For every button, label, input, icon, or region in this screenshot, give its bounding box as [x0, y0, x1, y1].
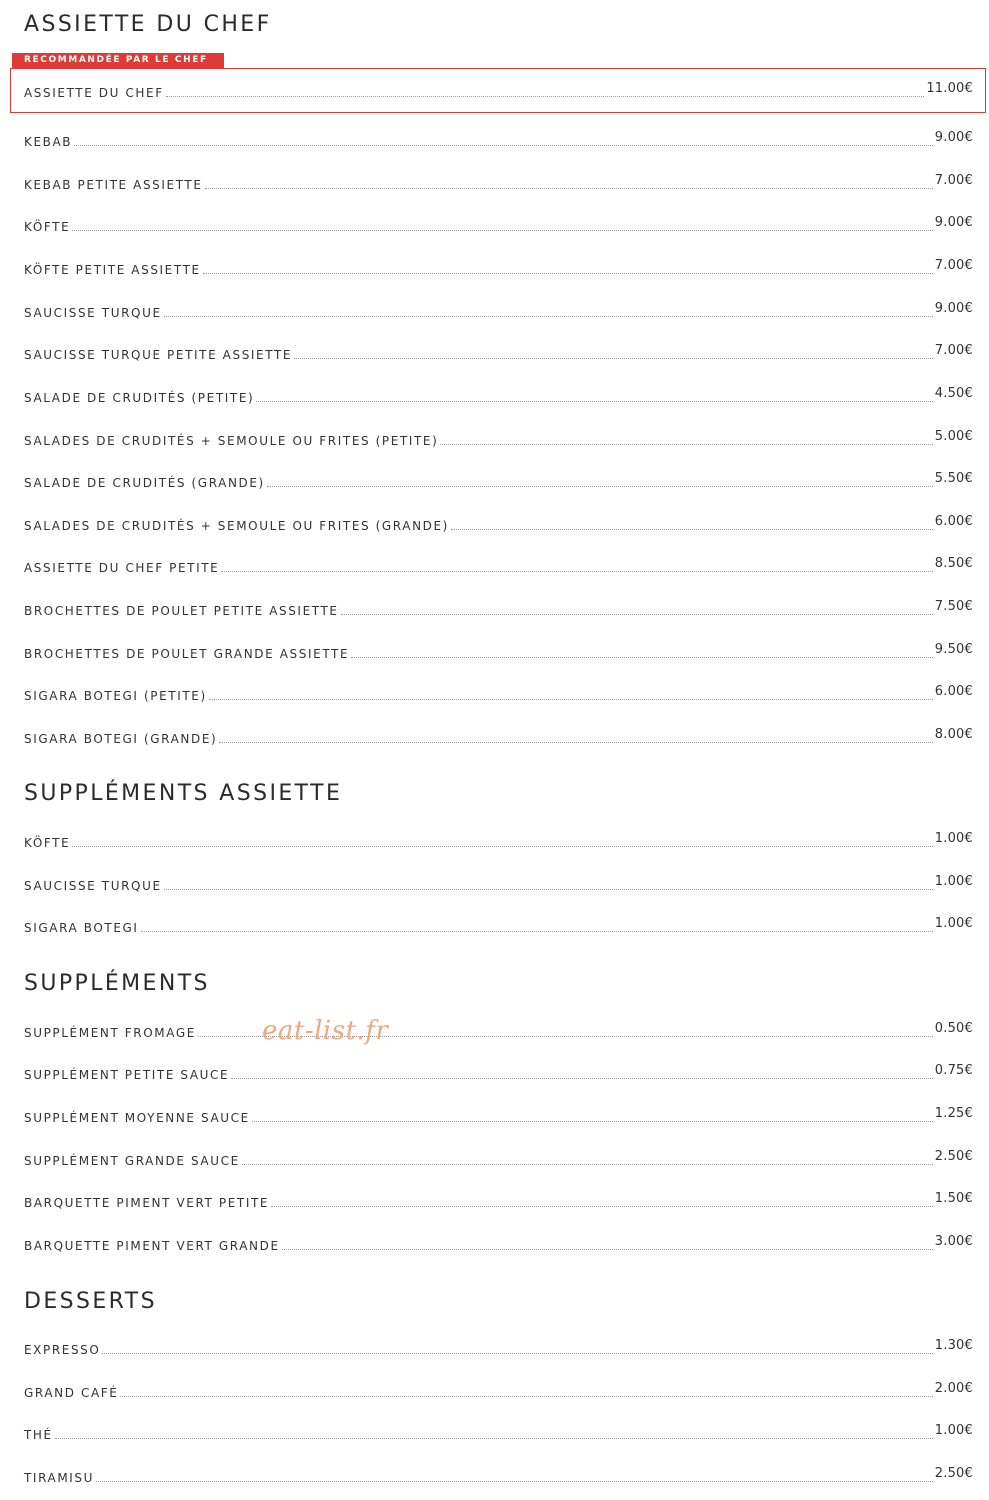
menu-item-name: BROCHETTES DE POULET GRANDE ASSIETTE — [24, 647, 350, 661]
menu-item[interactable] — [24, 914, 973, 936]
menu-item-price: 7.00€ — [934, 258, 973, 273]
menu-item[interactable] — [24, 872, 973, 894]
menu-item-name: SALADE DE CRUDITÉS (PETITE) — [24, 391, 255, 405]
menu-item-price: 2.50€ — [934, 1149, 973, 1164]
menu-item-name: SALADES DE CRUDITÉS + SEMOULE OU FRITES (GRANDE) — [24, 519, 449, 533]
dot-leader — [294, 357, 933, 359]
menu-item[interactable] — [24, 1464, 973, 1486]
menu-item-price: 1.25€ — [934, 1106, 973, 1121]
menu-item[interactable] — [24, 128, 973, 150]
menu-item-name: TIRAMISU — [24, 1471, 95, 1485]
menu-item-price: 6.00€ — [934, 514, 973, 529]
menu-item-price: 8.50€ — [934, 556, 973, 571]
menu-item[interactable] — [24, 682, 973, 704]
menu-item-price: 2.50€ — [934, 1466, 973, 1481]
menu-item-price: 4.50€ — [934, 386, 973, 401]
menu-item[interactable] — [24, 1104, 973, 1126]
menu-item[interactable] — [24, 299, 973, 321]
menu-item-name: SAUCISSE TURQUE — [24, 306, 162, 320]
menu-item[interactable] — [24, 427, 973, 449]
menu-item-name: BARQUETTE PIMENT VERT PETITE — [24, 1196, 270, 1210]
dot-leader — [231, 1077, 933, 1079]
menu-item-price: 2.00€ — [934, 1381, 973, 1396]
dot-leader — [74, 144, 933, 146]
menu-item-name: SIGARA BOTEGI (PETITE) — [24, 689, 207, 703]
section-title-desserts: DESSERTS — [24, 1289, 157, 1314]
menu-item[interactable] — [24, 256, 973, 278]
menu-item-price: 9.00€ — [934, 130, 973, 145]
menu-item[interactable] — [24, 1232, 973, 1254]
menu-item-name: KÖFTE — [24, 220, 71, 234]
menu-item-name: KÖFTE — [24, 836, 71, 850]
menu-item[interactable] — [24, 213, 973, 235]
section-title-supplements-assiette: SUPPLÉMENTS ASSIETTE — [24, 781, 343, 806]
menu-item-name: EXPRESSO — [24, 1343, 101, 1357]
menu-item-price: 7.00€ — [934, 343, 973, 358]
dot-leader — [55, 1437, 933, 1439]
menu-item-price: 1.00€ — [934, 831, 973, 846]
menu-item-price: 1.00€ — [934, 874, 973, 889]
menu-item-name: ASSIETTE DU CHEF PETITE — [24, 561, 220, 575]
dot-leader — [256, 400, 933, 402]
dot-leader — [209, 698, 933, 700]
dot-leader — [203, 272, 933, 274]
menu-item-name: BARQUETTE PIMENT VERT GRANDE — [24, 1239, 280, 1253]
menu-item-name: SUPPLÉMENT PETITE SAUCE — [24, 1068, 230, 1082]
menu-item-price: 5.00€ — [934, 429, 973, 444]
menu-item-price: 7.00€ — [934, 173, 973, 188]
section-title-supplements: SUPPLÉMENTS — [24, 971, 210, 996]
menu-item-price: 6.00€ — [934, 684, 973, 699]
dot-leader — [341, 613, 933, 615]
menu-item-price: 1.00€ — [934, 916, 973, 931]
menu-item[interactable] — [24, 384, 973, 406]
menu-item-name: ASSIETTE DU CHEF — [24, 86, 164, 100]
section-title-assiette-du-chef: ASSIETTE DU CHEF — [24, 12, 272, 37]
chef-recommended-badge: RECOMMANDÉE PAR LE CHEF — [12, 53, 224, 68]
menu-item[interactable] — [24, 469, 973, 491]
menu-item[interactable] — [24, 554, 973, 576]
menu-item-price: 9.50€ — [934, 642, 973, 657]
menu-item-price: 9.00€ — [934, 301, 973, 316]
dot-leader — [141, 930, 933, 932]
menu-item-price: 3.00€ — [934, 1234, 973, 1249]
menu-item[interactable] — [24, 79, 973, 101]
menu-item-name: SAUCISSE TURQUE PETITE ASSIETTE — [24, 348, 293, 362]
menu-item-price: 0.75€ — [934, 1063, 973, 1078]
dot-leader — [102, 1352, 932, 1354]
dot-leader — [166, 95, 925, 97]
dot-leader — [267, 485, 933, 487]
dot-leader — [351, 656, 933, 658]
menu-item-price: 1.30€ — [934, 1338, 973, 1353]
menu-item-name: SUPPLÉMENT MOYENNE SAUCE — [24, 1111, 250, 1125]
dot-leader — [282, 1248, 933, 1250]
menu-item-name: SAUCISSE TURQUE — [24, 879, 162, 893]
dot-leader — [242, 1163, 933, 1165]
menu-item-name: THÉ — [24, 1428, 53, 1442]
menu-item-price: 9.00€ — [934, 215, 973, 230]
menu-item-price: 0.50€ — [934, 1021, 973, 1036]
menu-item[interactable] — [24, 1147, 973, 1169]
menu-item-name: SIGARA BOTEGI (GRANDE) — [24, 732, 218, 746]
dot-leader — [72, 229, 933, 231]
dot-leader — [120, 1395, 932, 1397]
menu-item[interactable] — [24, 1379, 973, 1401]
menu-item-name: SALADES DE CRUDITÉS + SEMOULE OU FRITES (PETITE) — [24, 434, 439, 448]
menu-item[interactable] — [24, 341, 973, 363]
menu-item-name: SUPPLÉMENT GRANDE SAUCE — [24, 1154, 240, 1168]
menu-item-price: 11.00€ — [926, 81, 973, 96]
menu-item-price: 5.50€ — [934, 471, 973, 486]
menu-item[interactable] — [24, 1336, 973, 1358]
menu-item[interactable] — [24, 597, 973, 619]
dot-leader — [440, 443, 932, 445]
menu-item-price: 7.50€ — [934, 599, 973, 614]
dot-leader — [205, 187, 933, 189]
menu-item-name: SALADE DE CRUDITÉS (GRANDE) — [24, 476, 265, 490]
menu-item-name: SUPPLÉMENT FROMAGE — [24, 1026, 196, 1040]
dot-leader — [164, 888, 933, 890]
menu-item-name: KÖFTE PETITE ASSIETTE — [24, 263, 201, 277]
menu-item-price: 8.00€ — [934, 727, 973, 742]
dot-leader — [72, 845, 933, 847]
menu-item[interactable] — [24, 1421, 973, 1443]
menu-item[interactable] — [24, 829, 973, 851]
menu-item[interactable] — [24, 640, 973, 662]
dot-leader — [96, 1480, 933, 1482]
watermark: eat-list.fr — [262, 1016, 389, 1046]
menu-item-price: 1.00€ — [934, 1423, 973, 1438]
dot-leader — [164, 315, 933, 317]
menu-item[interactable] — [24, 1019, 973, 1041]
menu-item[interactable] — [24, 1061, 973, 1083]
menu-item[interactable] — [24, 725, 973, 747]
menu-item-name: GRAND CAFÉ — [24, 1386, 119, 1400]
menu-item-name: SIGARA BOTEGI — [24, 921, 139, 935]
menu-item-price: 1.50€ — [934, 1191, 973, 1206]
dot-leader — [219, 741, 932, 743]
dot-leader — [252, 1120, 933, 1122]
menu-item-name: KEBAB — [24, 135, 73, 149]
menu-item-name: BROCHETTES DE POULET PETITE ASSIETTE — [24, 604, 339, 618]
dot-leader — [451, 528, 933, 530]
menu-item[interactable] — [24, 171, 973, 193]
menu-item[interactable] — [24, 512, 973, 534]
menu-item[interactable] — [24, 1189, 973, 1211]
dot-leader — [221, 570, 932, 572]
dot-leader — [271, 1205, 933, 1207]
menu-item-name: KEBAB PETITE ASSIETTE — [24, 178, 203, 192]
